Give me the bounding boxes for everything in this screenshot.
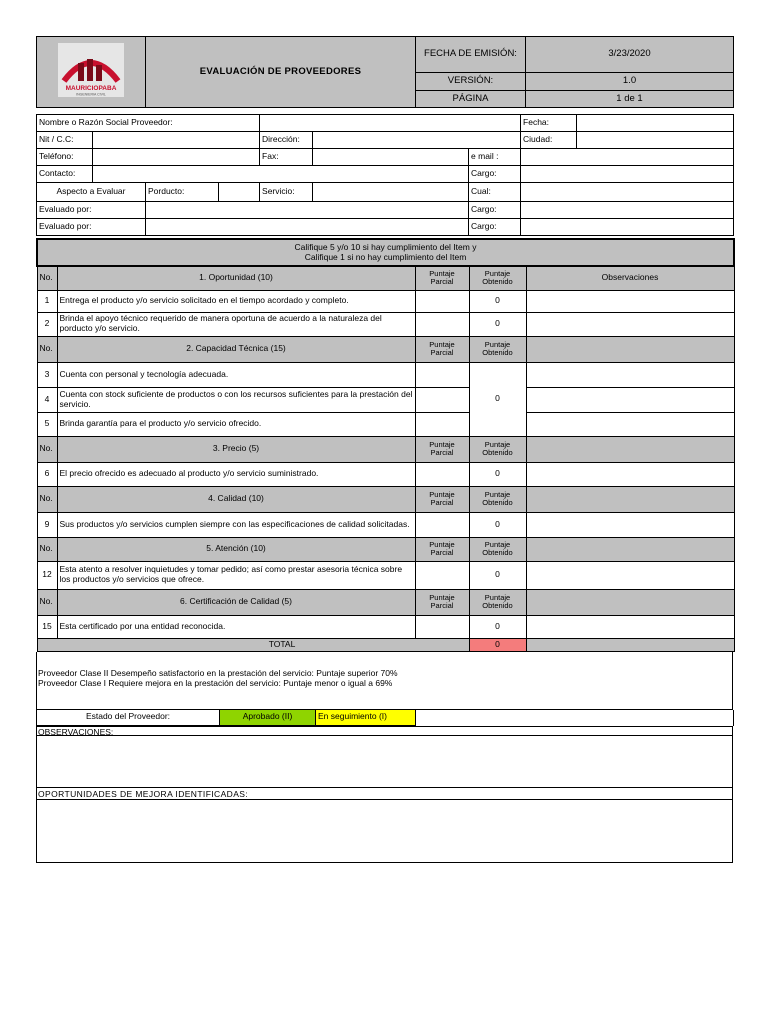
logo-subtext: INGENIERIA CIVIL <box>76 92 106 97</box>
col-no-header: No. <box>37 336 57 362</box>
partial-score-field[interactable] <box>415 561 469 589</box>
total-value: 0 <box>469 638 526 651</box>
date-label: Fecha: <box>521 115 577 132</box>
observations-header: Observaciones <box>526 266 734 290</box>
date-field[interactable] <box>577 115 734 132</box>
class-2-note: Proveedor Clase II Desempeño satisfactorio en la prestación del servicio: Puntaje superior 70% <box>38 667 398 678</box>
col-no-header: No. <box>37 266 57 290</box>
supplier-name-field[interactable] <box>260 115 521 132</box>
item-text: Esta atento a resolver inquietudes y tomar pedido; así como prestar asesoria técnica sobre los productos y/o servicios que ofrece. <box>57 561 415 589</box>
product-label: Porducto: <box>146 183 219 202</box>
obtained-score: 0 <box>469 462 526 486</box>
total-label: TOTAL <box>37 638 469 651</box>
obtained-score-header: Puntaje Obtenido <box>469 266 526 290</box>
status-blank <box>416 710 734 726</box>
item-number: 15 <box>37 615 57 638</box>
instructions <box>37 239 734 266</box>
product-checkbox[interactable] <box>219 183 260 202</box>
item-text: Entrega el producto y/o servicio solicitado en el tiempo acordado y completo. <box>57 290 415 312</box>
item-text: Esta certificado por una entidad reconocida. <box>57 615 415 638</box>
obtained-score: 0 <box>469 362 526 436</box>
item-text: Brinda garantía para el producto y/o servicio ofrecido. <box>57 412 415 436</box>
observation-field[interactable] <box>526 362 734 387</box>
observation-field[interactable] <box>526 512 734 537</box>
section-title: 1. Oportunidad (10) <box>57 266 415 290</box>
partial-score-header: Puntaje Parcial <box>415 336 469 362</box>
address-field[interactable] <box>313 132 521 149</box>
obtained-score-header: Puntaje Obtenido <box>469 537 526 561</box>
obtained-score: 0 <box>469 290 526 312</box>
obtained-score-header: Puntaje Obtenido <box>469 436 526 462</box>
obtained-score: 0 <box>469 561 526 589</box>
contact-cargo-label: Cargo: <box>469 166 521 183</box>
supplier-info-table <box>36 114 734 236</box>
total-blank <box>526 638 734 651</box>
evaluator2-cargo-label: Cargo: <box>469 219 521 236</box>
followup-badge[interactable]: En seguimiento (I) <box>316 710 416 726</box>
supplier-name-label: Nombre o Razón Social Proveedor: <box>37 115 260 132</box>
evaluator1-label: Evaluado por: <box>37 202 146 219</box>
observation-field[interactable] <box>526 312 734 336</box>
partial-score-field[interactable] <box>415 290 469 312</box>
item-number: 4 <box>37 387 57 412</box>
item-number: 9 <box>37 512 57 537</box>
partial-score-header: Puntaje Parcial <box>415 436 469 462</box>
partial-score-header: Puntaje Parcial <box>415 589 469 615</box>
section-title: 4. Calidad (10) <box>57 486 415 512</box>
email-field[interactable] <box>521 149 734 166</box>
evaluator1-field[interactable] <box>146 202 469 219</box>
observation-field[interactable] <box>526 615 734 638</box>
item-number: 6 <box>37 462 57 486</box>
obtained-score-header: Puntaje Obtenido <box>469 336 526 362</box>
obtained-score: 0 <box>469 512 526 537</box>
item-text: Cuenta con stock suficiente de productos o con los recursos suficientes para la prestación del servicio. <box>57 387 415 412</box>
logo-text: MAURICIOPABA <box>65 85 117 93</box>
nit-label: Nit / C.C: <box>37 132 93 149</box>
item-text: Brinda el apoyo técnico requerido de manera oportuna de acuerdo a la naturaleza del porducto y/o servicio. <box>57 312 415 336</box>
email-label: e mail : <box>469 149 521 166</box>
observations-header-blank <box>526 589 734 615</box>
contact-field[interactable] <box>93 166 469 183</box>
partial-score-field[interactable] <box>415 312 469 336</box>
evaluator1-cargo-label: Cargo: <box>469 202 521 219</box>
fax-field[interactable] <box>313 149 469 166</box>
partial-score-field[interactable] <box>415 412 469 436</box>
company-logo <box>37 37 146 108</box>
evaluation-table <box>36 238 735 652</box>
page-value: 1 de 1 <box>526 91 734 108</box>
item-text: El precio ofrecido es adecuado al producto y/o servicio suministrado. <box>57 462 415 486</box>
evaluator1-cargo-field[interactable] <box>521 202 734 219</box>
improvement-area[interactable] <box>36 800 733 863</box>
class-1-note: Proveedor Clase I Requiere mejora en la prestación del servicio: Puntaje menor o igual a 69% <box>38 678 393 689</box>
obtained-score-header: Puntaje Obtenido <box>469 589 526 615</box>
contact-cargo-field[interactable] <box>521 166 734 183</box>
observations-header-blank <box>526 436 734 462</box>
col-no-header: No. <box>37 537 57 561</box>
partial-score-field[interactable] <box>415 462 469 486</box>
observation-field[interactable] <box>526 561 734 589</box>
observations-area[interactable] <box>36 736 733 788</box>
observation-field[interactable] <box>526 462 734 486</box>
section-title: 5. Atención (10) <box>57 537 415 561</box>
section-title: 2. Capacidad Técnica (15) <box>57 336 415 362</box>
item-number: 1 <box>37 290 57 312</box>
item-number: 2 <box>37 312 57 336</box>
header-table <box>36 36 734 108</box>
col-no-header: No. <box>37 486 57 512</box>
phone-field[interactable] <box>93 149 260 166</box>
evaluation-sheet <box>36 36 733 863</box>
partial-score-field[interactable] <box>415 362 469 387</box>
partial-score-field[interactable] <box>415 615 469 638</box>
which-field[interactable] <box>521 183 734 202</box>
address-label: Dirección: <box>260 132 313 149</box>
observation-field[interactable] <box>526 387 734 412</box>
which-label: Cual: <box>469 183 521 202</box>
issue-date-value: 3/23/2020 <box>526 37 734 73</box>
fax-label: Fax: <box>260 149 313 166</box>
obtained-score-header: Puntaje Obtenido <box>469 486 526 512</box>
section-title: 6. Certificación de Calidad (5) <box>57 589 415 615</box>
instruction-line-2: Califique 1 si no hay cumplimiento del Item <box>304 251 467 262</box>
issue-date-label: FECHA DE EMISIÓN: <box>416 37 526 73</box>
item-number: 12 <box>37 561 57 589</box>
aspect-label: Aspecto a Evaluar <box>37 183 146 202</box>
obtained-score: 0 <box>469 312 526 336</box>
observations-header-blank <box>526 486 734 512</box>
partial-score-header: Puntaje Parcial <box>415 486 469 512</box>
status-label: Estado del Proveedor: <box>37 710 220 726</box>
partial-score-header: Puntaje Parcial <box>415 266 469 290</box>
service-checkbox[interactable] <box>313 183 469 202</box>
form-title: EVALUACIÓN DE PROVEEDORES <box>146 37 416 108</box>
nit-field[interactable] <box>93 132 260 149</box>
evaluator2-cargo-field[interactable] <box>521 219 734 236</box>
evaluator2-field[interactable] <box>146 219 469 236</box>
section-title: 3. Precio (5) <box>57 436 415 462</box>
instruction-line-1: Califique 5 y/o 10 si hay cumplimiento del Item y <box>294 241 477 252</box>
logo-emblem-icon <box>56 41 126 99</box>
city-label: Ciudad: <box>521 132 577 149</box>
improvement-title: OPORTUNIDADES DE MEJORA IDENTIFICADAS: <box>36 788 733 800</box>
version-value: 1.0 <box>526 73 734 91</box>
approved-badge[interactable]: Aprobado (II) <box>220 710 316 726</box>
city-field[interactable] <box>577 132 734 149</box>
item-text: Cuenta con personal y tecnología adecuada. <box>57 362 415 387</box>
phone-label: Teléfono: <box>37 149 93 166</box>
evaluator2-label: Evaluado por: <box>37 219 146 236</box>
partial-score-header: Puntaje Parcial <box>415 537 469 561</box>
classification-notes <box>36 652 733 710</box>
version-label: VERSIÓN: <box>416 73 526 91</box>
col-no-header: No. <box>37 589 57 615</box>
observations-header-blank <box>526 336 734 362</box>
observations-title: OBSERVACIONES: <box>36 726 733 736</box>
obtained-score: 0 <box>469 615 526 638</box>
observation-field[interactable] <box>526 412 734 436</box>
col-no-header: No. <box>37 436 57 462</box>
service-label: Servicio: <box>260 183 313 202</box>
observations-header-blank <box>526 537 734 561</box>
status-table <box>36 710 734 727</box>
item-text: Sus productos y/o servicios cumplen siempre con las especificaciones de calidad solicitadas. <box>57 512 415 537</box>
item-number: 5 <box>37 412 57 436</box>
contact-label: Contacto: <box>37 166 93 183</box>
item-number: 3 <box>37 362 57 387</box>
page-label: PÁGINA <box>416 91 526 108</box>
observation-field[interactable] <box>526 290 734 312</box>
partial-score-field[interactable] <box>415 512 469 537</box>
partial-score-field[interactable] <box>415 387 469 412</box>
